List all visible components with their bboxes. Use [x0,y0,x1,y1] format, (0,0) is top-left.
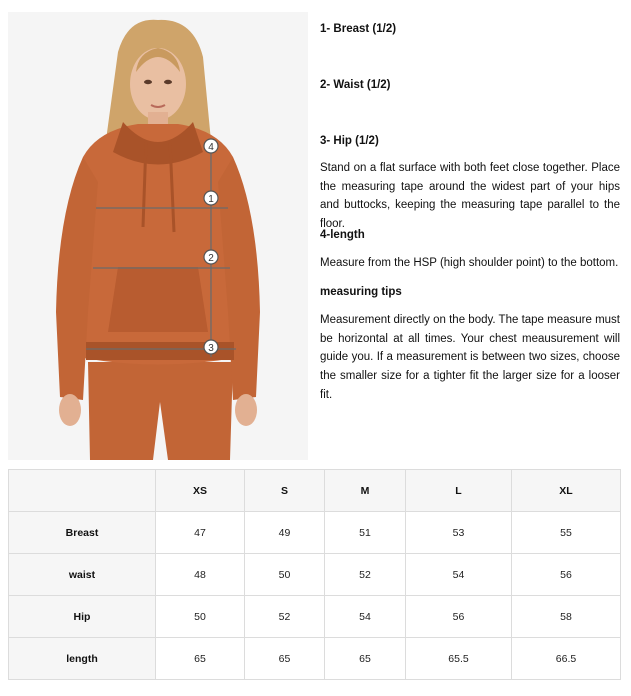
size-header-row [9,470,621,512]
waist-heading: 2- Waist (1/2) [320,79,391,91]
table-cell: 50 [245,554,325,596]
model-illustration [8,12,308,460]
table-row [9,638,621,680]
size-table [8,469,621,680]
table-cell: 48 [156,554,245,596]
table-row [9,596,621,638]
table-cell: 55 [512,512,621,554]
breast-heading: 1- Breast (1/2) [320,23,397,35]
product-photo [8,12,308,460]
marker-4-label: 4 [208,142,214,153]
table-cell: 58 [512,596,621,638]
tips-text: Measurement directly on the body. The tape measure must be horizontal at all times. Your chest meausurement will guide you. If a measurement is between two sizes, choose the smaller size for a tighter fit the larger size for a looser fit. [320,314,621,401]
table-cell: 65 [325,638,406,680]
marker-3-label: 3 [208,343,214,354]
marker-1-label: 1 [208,194,214,205]
table-cell: 51 [325,512,406,554]
table-cell: 54 [325,596,406,638]
marker-2-label: 2 [208,253,214,264]
size-header: S [245,470,325,512]
measure-marker-breast [204,191,218,205]
size-header: XL [512,470,621,512]
measure-marker-hip [204,340,218,354]
table-cell: 56 [512,554,621,596]
hip-instructions: Stand on a flat surface with both feet close together. Place the measuring tape around the widest part of your hips and buttocks, keeping the measuring tape parallel to the floor. [320,162,620,230]
hip-heading: 3- Hip (1/2) [320,135,379,147]
table-cell: 54 [406,554,512,596]
length-heading: 4-length [320,229,365,241]
row-label: Breast [9,512,156,554]
table-cell: 52 [245,596,325,638]
header-corner [9,470,156,512]
tips-heading: measuring tips [320,286,402,298]
row-label: Hip [9,596,156,638]
table-cell: 65 [156,638,245,680]
measure-marker-waist [204,250,218,264]
table-cell: 65 [245,638,325,680]
table-row [9,512,621,554]
size-header: L [406,470,512,512]
table-cell: 53 [406,512,512,554]
table-cell: 50 [156,596,245,638]
row-label: length [9,638,156,680]
length-instructions: Measure from the HSP (high shoulder point) to the bottom. [320,257,619,269]
row-label: waist [9,554,156,596]
table-cell: 65.5 [406,638,512,680]
table-cell: 52 [325,554,406,596]
size-header: M [325,470,406,512]
size-header: XS [156,470,245,512]
measure-marker-length [204,139,218,153]
table-cell: 56 [406,596,512,638]
face [130,48,186,120]
table-cell: 66.5 [512,638,621,680]
table-row [9,554,621,596]
table-cell: 47 [156,512,245,554]
table-cell: 49 [245,512,325,554]
